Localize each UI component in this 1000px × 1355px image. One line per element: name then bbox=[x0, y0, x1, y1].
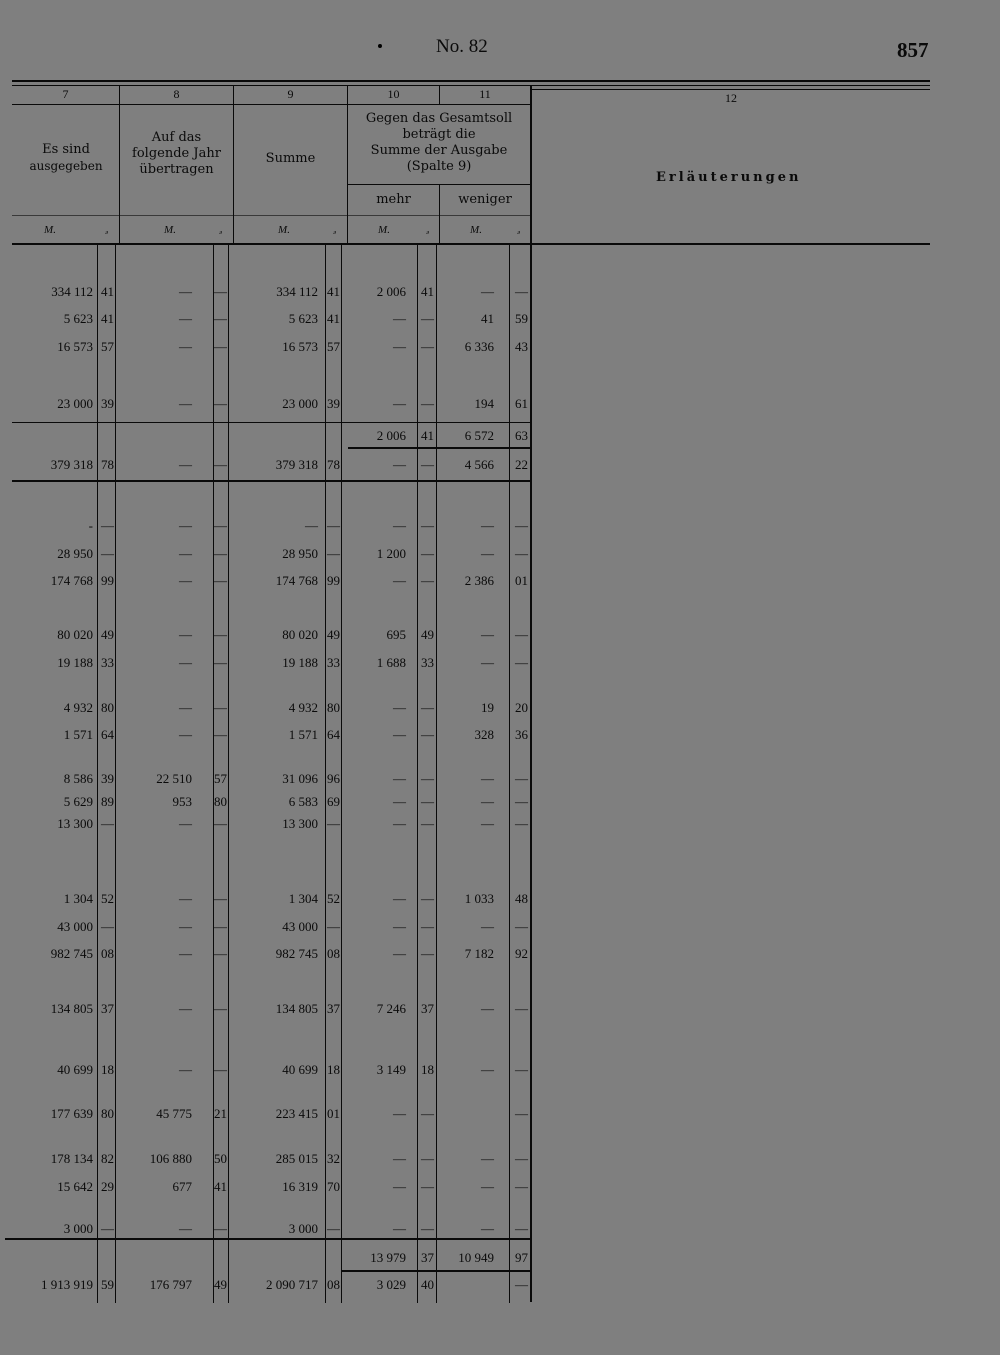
cell-c10p: — bbox=[421, 727, 434, 742]
cell-c9p: 08 bbox=[327, 1277, 340, 1292]
cell-c8: — bbox=[179, 1221, 192, 1236]
cell-c11: 19 bbox=[481, 700, 494, 715]
cell-c11: 41 bbox=[481, 311, 494, 326]
cell-c10: — bbox=[393, 771, 406, 786]
cell-c8: — bbox=[179, 700, 192, 715]
cell-c10p: — bbox=[421, 457, 434, 472]
cell-c10: — bbox=[393, 1151, 406, 1166]
cell-c11p: 61 bbox=[515, 396, 528, 411]
cell-c7p: — bbox=[101, 919, 114, 934]
col12-heading: Erläuterungen bbox=[656, 170, 802, 185]
cell-c11: 194 bbox=[474, 396, 494, 411]
unit-pf: ₔ bbox=[333, 224, 337, 236]
cell-c7p: 39 bbox=[101, 396, 114, 411]
cell-c11p: — bbox=[515, 655, 528, 670]
page-number: 857 bbox=[897, 38, 929, 62]
cell-c7p: 29 bbox=[101, 1179, 114, 1194]
cell-c9: 40 699 bbox=[282, 1062, 318, 1077]
cell-c7p: 08 bbox=[101, 946, 114, 961]
cell-c10p: 37 bbox=[421, 1250, 434, 1265]
cell-c11p: 36 bbox=[515, 727, 528, 742]
cell-c11p: — bbox=[515, 1221, 528, 1236]
cell-c11: 6 572 bbox=[464, 428, 494, 443]
cell-c11: — bbox=[481, 284, 494, 299]
cell-c8p: — bbox=[214, 546, 227, 561]
cell-c7p: 52 bbox=[101, 891, 114, 906]
cell-c9p: 69 bbox=[327, 794, 340, 809]
cell-c8p: — bbox=[214, 457, 227, 472]
col-number-12: 12 bbox=[725, 91, 737, 105]
cell-c10p: — bbox=[421, 700, 434, 715]
cell-c9: 2 090 717 bbox=[266, 1277, 318, 1292]
cell-c11: — bbox=[481, 919, 494, 934]
cell-c8: — bbox=[179, 816, 192, 831]
cell-c11p: — bbox=[515, 1001, 528, 1016]
cell-c10p: — bbox=[421, 1179, 434, 1194]
cell-c11: — bbox=[481, 1001, 494, 1016]
cell-c8: — bbox=[179, 546, 192, 561]
cell-c7p: 37 bbox=[101, 1001, 114, 1016]
cell-c11p: — bbox=[515, 1106, 528, 1121]
cell-c7p: 39 bbox=[101, 771, 114, 786]
cell-c7p: 99 bbox=[101, 573, 114, 588]
cell-c9p: 39 bbox=[327, 396, 340, 411]
col10-subheading: mehr bbox=[376, 192, 411, 207]
cell-c11: 7 182 bbox=[464, 946, 494, 961]
cell-c8p: — bbox=[214, 946, 227, 961]
cell-c11p: — bbox=[515, 627, 528, 642]
cell-c11: — bbox=[481, 771, 494, 786]
cell-c11p: 43 bbox=[515, 339, 528, 354]
cell-c8: 176 797 bbox=[149, 1277, 192, 1292]
cell-c10: — bbox=[393, 727, 406, 742]
cell-c11p: — bbox=[515, 794, 528, 809]
cell-c7p: 80 bbox=[101, 700, 114, 715]
cell-c9p: — bbox=[327, 518, 340, 533]
cell-c11: 4 566 bbox=[464, 457, 494, 472]
cell-c7: 982 745 bbox=[50, 946, 93, 961]
cell-c9p: 78 bbox=[327, 457, 340, 472]
cell-c7: 334 112 bbox=[51, 284, 93, 299]
cell-c7: - bbox=[88, 518, 93, 533]
cell-c11p: 92 bbox=[515, 946, 528, 961]
cell-c9p: — bbox=[327, 1221, 340, 1236]
cell-c8: — bbox=[179, 1001, 192, 1016]
cell-c10: 2 006 bbox=[376, 428, 406, 443]
cell-c10p: — bbox=[421, 816, 434, 831]
cell-c7p: 80 bbox=[101, 1106, 114, 1121]
cell-c8p: 80 bbox=[214, 794, 227, 809]
cell-c7: 134 805 bbox=[50, 1001, 93, 1016]
cell-c10p: — bbox=[421, 946, 434, 961]
cell-c10p: — bbox=[421, 794, 434, 809]
col10-11-heading: Gegen das Gesamtsoll beträgt die Summe der Ausgabe (Spalte 9) bbox=[365, 111, 513, 174]
cell-c7: 40 699 bbox=[57, 1062, 93, 1077]
cell-c7p: 49 bbox=[101, 627, 114, 642]
cell-c11: — bbox=[481, 518, 494, 533]
cell-c11p: 01 bbox=[515, 573, 528, 588]
cell-c8p: — bbox=[214, 816, 227, 831]
cell-c10: — bbox=[393, 518, 406, 533]
cell-c8: 677 bbox=[172, 1179, 192, 1194]
cell-c10: 3 149 bbox=[376, 1062, 406, 1077]
cell-c9: 174 768 bbox=[275, 573, 318, 588]
cell-c11: — bbox=[481, 546, 494, 561]
cell-c7p: 18 bbox=[101, 1062, 114, 1077]
cell-c8: — bbox=[179, 655, 192, 670]
cell-c8: 22 510 bbox=[156, 771, 192, 786]
cell-c9p: — bbox=[327, 919, 340, 934]
cell-c8p: — bbox=[214, 284, 227, 299]
cell-c8p: — bbox=[214, 727, 227, 742]
cell-c9p: 57 bbox=[327, 339, 340, 354]
cell-c9p: 99 bbox=[327, 573, 340, 588]
cell-c11: 2 386 bbox=[464, 573, 494, 588]
cell-c7: 8 586 bbox=[63, 771, 93, 786]
cell-c7: 1 571 bbox=[63, 727, 93, 742]
cell-c9p: — bbox=[327, 546, 340, 561]
col-number-10: 10 bbox=[387, 87, 400, 101]
cell-c7: 19 188 bbox=[57, 655, 93, 670]
cell-c10: — bbox=[393, 457, 406, 472]
cell-c10p: 41 bbox=[421, 428, 434, 443]
cell-c8p: 57 bbox=[214, 771, 227, 786]
cell-c7: 13 300 bbox=[57, 816, 93, 831]
cell-c8: — bbox=[179, 573, 192, 588]
cell-c9: 379 318 bbox=[275, 457, 318, 472]
cell-c9: 223 415 bbox=[275, 1106, 318, 1121]
cell-c8p: — bbox=[214, 700, 227, 715]
cell-c9p: 33 bbox=[327, 655, 340, 670]
cell-c7p: 82 bbox=[101, 1151, 114, 1166]
cell-c8: — bbox=[179, 284, 192, 299]
cell-c9p: 41 bbox=[327, 284, 340, 299]
unit-mark: M. bbox=[378, 224, 390, 236]
cell-c10p: — bbox=[421, 311, 434, 326]
cell-c9: 6 583 bbox=[288, 794, 318, 809]
cell-c7: 43 000 bbox=[57, 919, 93, 934]
cell-c7: 80 020 bbox=[57, 627, 93, 642]
cell-c7p: — bbox=[101, 518, 114, 533]
cell-c7: 15 642 bbox=[57, 1179, 93, 1194]
cell-c11: — bbox=[481, 816, 494, 831]
cell-c10: 2 006 bbox=[376, 284, 406, 299]
cell-c9p: 80 bbox=[327, 700, 340, 715]
cell-c10: — bbox=[393, 946, 406, 961]
cell-c10: 1 200 bbox=[376, 546, 406, 561]
cell-c10p: 41 bbox=[421, 284, 434, 299]
cell-c10: 1 688 bbox=[376, 655, 406, 670]
cell-c9: 28 950 bbox=[282, 546, 318, 561]
cell-c9: 23 000 bbox=[282, 396, 318, 411]
cell-c8p: 21 bbox=[214, 1106, 227, 1121]
col7-heading: Es sind ausgegeben bbox=[29, 142, 103, 173]
cell-c9p: 01 bbox=[327, 1106, 340, 1121]
cell-c10: — bbox=[393, 919, 406, 934]
cell-c11: 10 949 bbox=[458, 1250, 494, 1265]
cell-c9: 982 745 bbox=[275, 946, 318, 961]
cell-c11: — bbox=[481, 655, 494, 670]
cell-c7: 1 304 bbox=[63, 891, 93, 906]
cell-c10p: — bbox=[421, 771, 434, 786]
cell-c11: — bbox=[481, 1221, 494, 1236]
cell-c8p: — bbox=[214, 891, 227, 906]
cell-c8: — bbox=[179, 457, 192, 472]
cell-c8p: — bbox=[214, 311, 227, 326]
cell-c9: 4 932 bbox=[288, 700, 318, 715]
cell-c8p: — bbox=[214, 518, 227, 533]
cell-c10p: 18 bbox=[421, 1062, 434, 1077]
cell-c9: 134 805 bbox=[275, 1001, 318, 1016]
cell-c7: 1 913 919 bbox=[41, 1277, 93, 1292]
cell-c8p: — bbox=[214, 339, 227, 354]
cell-c11p: — bbox=[515, 1277, 528, 1292]
cell-c8: — bbox=[179, 339, 192, 354]
unit-mark: M. bbox=[164, 224, 176, 236]
cell-c11p: 22 bbox=[515, 457, 528, 472]
cell-c10: 695 bbox=[386, 627, 406, 642]
cell-c10: — bbox=[393, 311, 406, 326]
unit-pf: ₔ bbox=[517, 224, 521, 236]
cell-c9: 334 112 bbox=[276, 284, 318, 299]
cell-c10p: — bbox=[421, 573, 434, 588]
cell-c9: 1 571 bbox=[288, 727, 318, 742]
cell-c8: — bbox=[179, 518, 192, 533]
cell-c10p: — bbox=[421, 1106, 434, 1121]
cell-c7p: 41 bbox=[101, 284, 114, 299]
cell-c10p: — bbox=[421, 339, 434, 354]
cell-c7p: — bbox=[101, 546, 114, 561]
cell-c8: 106 880 bbox=[149, 1151, 192, 1166]
cell-c7p: 59 bbox=[101, 1277, 114, 1292]
cell-c10: — bbox=[393, 816, 406, 831]
cell-c7p: — bbox=[101, 1221, 114, 1236]
cell-c10: — bbox=[393, 339, 406, 354]
cell-c11: 1 033 bbox=[464, 891, 494, 906]
cell-c10: — bbox=[393, 891, 406, 906]
cell-c10p: — bbox=[421, 396, 434, 411]
cell-c10: — bbox=[393, 700, 406, 715]
cell-c9: 13 300 bbox=[282, 816, 318, 831]
cell-c9: 5 623 bbox=[288, 311, 318, 326]
cell-c7: 3 000 bbox=[63, 1221, 93, 1236]
cell-c9: — bbox=[305, 518, 318, 533]
cell-c10p: — bbox=[421, 518, 434, 533]
cell-c7p: 64 bbox=[101, 727, 114, 742]
cell-c9: 16 573 bbox=[282, 339, 318, 354]
cell-c8: — bbox=[179, 396, 192, 411]
cell-c8: — bbox=[179, 891, 192, 906]
cell-c9p: 96 bbox=[327, 771, 340, 786]
page-header bbox=[0, 32, 1000, 66]
unit-mark: M. bbox=[278, 224, 290, 236]
cell-c7: 28 950 bbox=[57, 546, 93, 561]
cell-c7p: — bbox=[101, 816, 114, 831]
cell-c8: — bbox=[179, 311, 192, 326]
cell-c8p: — bbox=[214, 655, 227, 670]
cell-c11p: 20 bbox=[515, 700, 528, 715]
cell-c8p: — bbox=[214, 919, 227, 934]
cell-c8p: 41 bbox=[214, 1179, 227, 1194]
cell-c7: 5 629 bbox=[63, 794, 93, 809]
cell-c9: 3 000 bbox=[288, 1221, 318, 1236]
cell-c11p: — bbox=[515, 919, 528, 934]
col11-subheading: weniger bbox=[458, 192, 512, 207]
cell-c9: 16 319 bbox=[282, 1179, 318, 1194]
cell-c10: — bbox=[393, 794, 406, 809]
cell-c9p: 49 bbox=[327, 627, 340, 642]
cell-c10: 7 246 bbox=[376, 1001, 406, 1016]
cell-c11: — bbox=[481, 1062, 494, 1077]
cell-c8: 45 775 bbox=[156, 1106, 192, 1121]
cell-c10p: — bbox=[421, 891, 434, 906]
cell-c8p: — bbox=[214, 1062, 227, 1077]
cell-c7p: 89 bbox=[101, 794, 114, 809]
cell-c7: 23 000 bbox=[57, 396, 93, 411]
cell-c10p: — bbox=[421, 1151, 434, 1166]
cell-c8: — bbox=[179, 919, 192, 934]
cell-c11: — bbox=[481, 794, 494, 809]
cell-c9: 285 015 bbox=[275, 1151, 318, 1166]
cell-c11p: — bbox=[515, 1062, 528, 1077]
cell-c8: 953 bbox=[172, 794, 192, 809]
unit-mark: M. bbox=[44, 224, 56, 236]
cell-c8: — bbox=[179, 1062, 192, 1077]
cell-c7p: 78 bbox=[101, 457, 114, 472]
col-number-7: 7 bbox=[62, 87, 69, 101]
cell-c9: 1 304 bbox=[288, 891, 318, 906]
cell-c8: — bbox=[179, 946, 192, 961]
cell-c10: — bbox=[393, 396, 406, 411]
cell-c9p: 37 bbox=[327, 1001, 340, 1016]
cell-c9: 43 000 bbox=[282, 919, 318, 934]
cell-c8p: 50 bbox=[214, 1151, 227, 1166]
cell-c8p: — bbox=[214, 1001, 227, 1016]
col8-heading: Auf das folgende Jahr übertragen bbox=[132, 130, 221, 177]
cell-c9p: 52 bbox=[327, 891, 340, 906]
cell-c11p: 63 bbox=[515, 428, 528, 443]
cell-c11p: — bbox=[515, 546, 528, 561]
cell-c10: 13 979 bbox=[370, 1250, 406, 1265]
col-number-8: 8 bbox=[173, 87, 180, 101]
cell-c10p: 33 bbox=[421, 655, 434, 670]
cell-c9p: 18 bbox=[327, 1062, 340, 1077]
cell-c7p: 33 bbox=[101, 655, 114, 670]
cell-c7: 16 573 bbox=[57, 339, 93, 354]
cell-c11p: — bbox=[515, 284, 528, 299]
cell-c7: 4 932 bbox=[63, 700, 93, 715]
cell-c7: 174 768 bbox=[50, 573, 93, 588]
cell-c7: 5 623 bbox=[63, 311, 93, 326]
cell-c9p: 08 bbox=[327, 946, 340, 961]
cell-c7: 178 134 bbox=[50, 1151, 93, 1166]
cell-c11p: 97 bbox=[515, 1250, 528, 1265]
cell-c8: — bbox=[179, 727, 192, 742]
col-number-11: 11 bbox=[479, 87, 491, 101]
cell-c8p: — bbox=[214, 627, 227, 642]
cell-c10: 3 029 bbox=[376, 1277, 406, 1292]
cell-c7: 177 639 bbox=[50, 1106, 93, 1121]
unit-pf: ₔ bbox=[219, 224, 223, 236]
cell-c10p: 49 bbox=[421, 627, 434, 642]
cell-c8p: — bbox=[214, 396, 227, 411]
cell-c9: 80 020 bbox=[282, 627, 318, 642]
unit-pf: ₔ bbox=[426, 224, 430, 236]
col-number-9: 9 bbox=[287, 87, 294, 101]
cell-c10p: 40 bbox=[421, 1277, 434, 1292]
document-number: No. 82 bbox=[436, 36, 488, 57]
cell-c8: — bbox=[179, 627, 192, 642]
cell-c11p: — bbox=[515, 771, 528, 786]
unit-mark: M. bbox=[470, 224, 482, 236]
cell-c8p: 49 bbox=[214, 1277, 227, 1292]
cell-c10p: 37 bbox=[421, 1001, 434, 1016]
cell-c7p: 57 bbox=[101, 339, 114, 354]
cell-c8p: — bbox=[214, 1221, 227, 1236]
cell-c7p: 41 bbox=[101, 311, 114, 326]
ink-dot bbox=[378, 44, 382, 48]
cell-c10p: — bbox=[421, 546, 434, 561]
cell-c9: 19 188 bbox=[282, 655, 318, 670]
cell-c9p: 41 bbox=[327, 311, 340, 326]
col9-heading: Summe bbox=[265, 151, 316, 166]
cell-c11p: — bbox=[515, 816, 528, 831]
cell-c10p: — bbox=[421, 1221, 434, 1236]
cell-c9p: 32 bbox=[327, 1151, 340, 1166]
cell-c9p: 70 bbox=[327, 1179, 340, 1194]
cell-c9p: — bbox=[327, 816, 340, 831]
cell-c10: — bbox=[393, 1106, 406, 1121]
cell-c11p: — bbox=[515, 518, 528, 533]
cell-c11p: 48 bbox=[515, 891, 528, 906]
cell-c8p: — bbox=[214, 573, 227, 588]
cell-c11p: — bbox=[515, 1151, 528, 1166]
cell-c10p: — bbox=[421, 919, 434, 934]
cell-c11: 328 bbox=[474, 727, 494, 742]
cell-c11p: — bbox=[515, 1179, 528, 1194]
cell-c10: — bbox=[393, 1221, 406, 1236]
cell-c10: — bbox=[393, 1179, 406, 1194]
cell-c9: 31 096 bbox=[282, 771, 318, 786]
cell-c11p: 59 bbox=[515, 311, 528, 326]
cell-c11: 6 336 bbox=[464, 339, 494, 354]
cell-c10: — bbox=[393, 573, 406, 588]
unit-pf: ₔ bbox=[105, 224, 109, 236]
cell-c11: — bbox=[481, 1179, 494, 1194]
cell-c7: 379 318 bbox=[50, 457, 93, 472]
cell-c11: — bbox=[481, 1151, 494, 1166]
cell-c11: — bbox=[481, 627, 494, 642]
cell-c9p: 64 bbox=[327, 727, 340, 742]
